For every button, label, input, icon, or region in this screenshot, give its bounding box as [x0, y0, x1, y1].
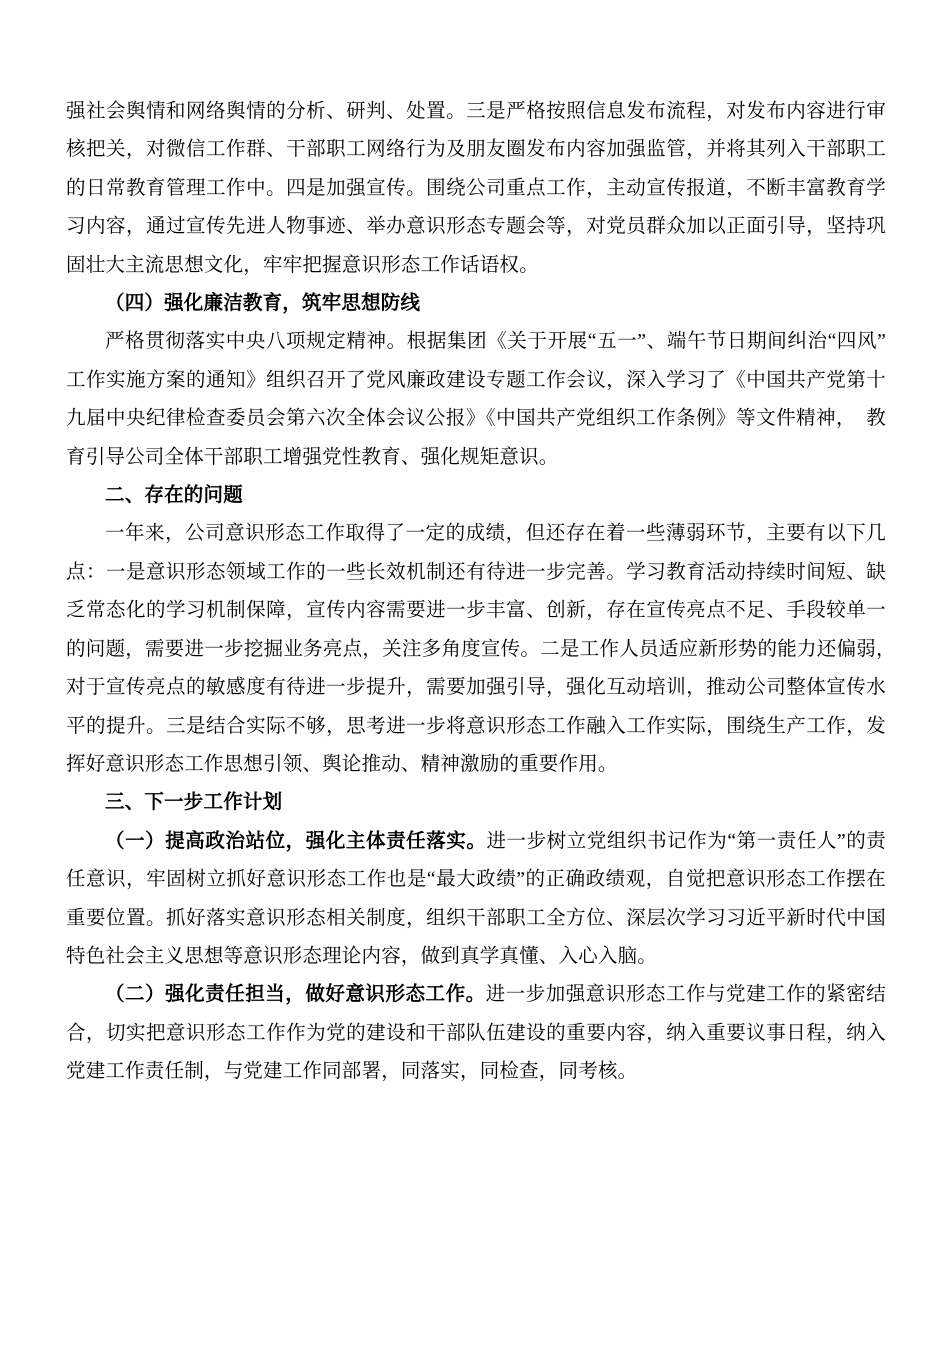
section-heading-2-existing-problems: 二、存在的问题 [105, 485, 243, 507]
paragraph-integrity-education-detail: 严格贯彻落实中央八项规定精神。根据集团《关于开展“五一”、端午节日期间纠治“四风”工作实施方案的通知》组织召开了党风廉政建设专题工作会议，深入学习了《中国共产党第十九届中央纪律检查委员会第六次全体会议公报》《中国共产党组织工作条例》等文件精神， 教育引导公司全体干部职工增强党性教育、强化规矩意识。 [66, 331, 886, 468]
section-heading-3-next-step-plan: 三、下一步工作计划 [105, 792, 283, 814]
paragraph-plan-item-2-lead: （二）强化责任担当，做好意识形态工作。 [105, 984, 486, 1006]
paragraph-plan-item-2-body: 进一步加强意识形态工作与党建工作的紧密结合，切实把意识形态工作作为党的建设和干部队伍建设的重要内容，纳入重要议事日程，纳入党建工作责任制，与党建工作同部署，同落实，同检查，同考核。 [66, 984, 886, 1083]
paragraph-plan-item-2 [66, 976, 886, 1091]
paragraph-plan-item-1-body: 进一步树立党组织书记作为“第一责任人”的责任意识，牢固树立抓好意识形态工作也是“最大政绩”的正确政绩观，自觉把意识形态工作摆在重要位置。抓好落实意识形态相关制度，组织干部职工全方位、深层次学习习近平新时代中国特色社会主义思想等意识形态理论内容，做到真学真懂、入心入脑。 [66, 830, 886, 967]
paragraph-publicity-measures: 强社会舆情和网络舆情的分析、研判、处置。三是严格按照信息发布流程，对发布内容进行审核把关，对微信工作群、干部职工网络行为及朋友圈发布内容加强监管，并将其列入干部职工的日常教育管理工作中。四是加强宣传。围绕公司重点工作，主动宣传报道，不断丰富教育学习内容，通过宣传先进人物事迹、举办意识形态专题会等，对党员群众加以正面引导，坚持巩固壮大主流思想文化，牢牢把握意识形态工作话语权。 [66, 101, 886, 276]
paragraph-existing-problems-detail: 一年来，公司意识形态工作取得了一定的成绩，但还存在着一些薄弱环节，主要有以下几点：一是意识形态领域工作的一些长效机制还有待进一步完善。学习教育活动持续时间短、缺乏常态化的学习机制保障，宣传内容需要进一步丰富、创新，存在宣传亮点不足、手段较单一的问题，需要进一步挖掘业务亮点，关注多角度宣传。二是工作人员适应新形势的能力还偏弱， 对于宣传亮点的敏感度有待进一步提升，需要加强引导，强化互动培训，推动公司整体宣传水平的提升。三是结合实际不够，思考进一步将意识形态工作融入工作实际，围绕生产工作，发挥好意识形态工作思想引领、舆论推动、精神激励的重要作用。 [66, 523, 906, 775]
section-heading-4-integrity-education: （四）强化廉洁教育，筑牢思想防线 [105, 293, 421, 315]
paragraph-plan-item-1-lead: （一）提高政治站位，强化主体责任落实。 [105, 830, 487, 852]
paragraph-plan-item-1 [66, 823, 886, 977]
